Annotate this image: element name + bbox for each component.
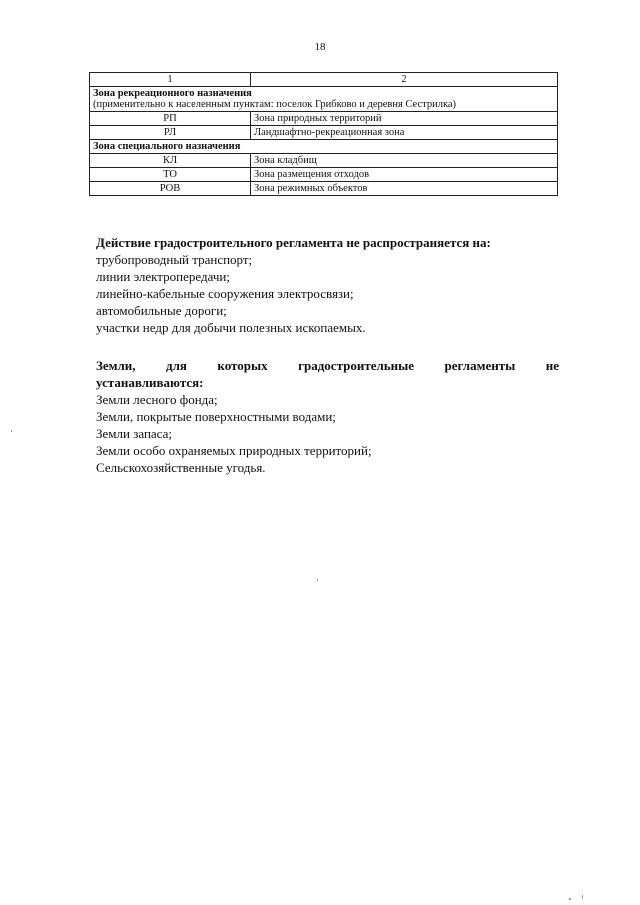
heading-word: Земли, — [96, 358, 136, 373]
heading-word: градостроительные — [298, 358, 415, 373]
list-item: трубопроводный транспорт; — [96, 252, 253, 267]
list-item: Земли, покрытые поверхностными водами; — [96, 409, 336, 424]
zone-name: Зона размещения отходов — [251, 168, 558, 182]
heading-word: не — [545, 358, 559, 373]
zone-code: РП — [90, 112, 251, 126]
list-item: линии электропередачи; — [96, 269, 230, 284]
scan-speck — [317, 579, 318, 581]
section-cell — [90, 87, 558, 112]
heading-word: регламенты — [444, 358, 516, 373]
table-header-row — [90, 73, 558, 87]
list-item: автомобильные дороги; — [96, 303, 227, 318]
section-row — [90, 87, 558, 112]
list-item: Земли лесного фонда; — [96, 392, 218, 407]
section-row — [90, 140, 558, 154]
list-item: Земли особо охраняемых природных территорий; — [96, 443, 372, 458]
zone-code: КЛ — [90, 154, 251, 168]
column-header: 1 — [90, 73, 251, 87]
table-row — [90, 112, 558, 126]
table-row — [90, 168, 558, 182]
list-item: линейно-кабельные сооружения электросвязи; — [96, 286, 354, 301]
scan-speck — [569, 898, 571, 900]
scan-speck — [582, 895, 583, 899]
zones-table — [89, 72, 558, 196]
page-number: 18 — [314, 41, 326, 53]
zone-code: ТО — [90, 168, 251, 182]
regulation-heading: Действие градостроительного регламента не распространяется на: — [96, 235, 491, 250]
scan-speck — [11, 430, 12, 432]
regulation-block — [96, 234, 559, 336]
heading-word: которых — [217, 358, 268, 373]
zone-name: Зона режимных объектов — [251, 182, 558, 196]
section-title: Зона рекреационного назначения — [93, 88, 252, 99]
list-item: участки недр для добычи полезных ископаемых. — [96, 320, 366, 335]
lands-heading — [96, 357, 559, 374]
heading-word: для — [166, 358, 187, 373]
lands-block — [96, 357, 559, 476]
list-item: Земли запаса; — [96, 426, 172, 441]
section-subtitle: (применительно к населенным пунктам: поселок Грибково и деревня Сестрилка) — [93, 99, 457, 110]
zone-name: Ландшафтно-рекреационная зона — [251, 126, 558, 140]
lands-heading-continuation: устанавливаются: — [96, 375, 204, 390]
zone-code: РЛ — [90, 126, 251, 140]
table-row — [90, 154, 558, 168]
column-header: 2 — [251, 73, 558, 87]
table-row — [90, 182, 558, 196]
list-item: Сельскохозяйственные угодья. — [96, 460, 266, 475]
zone-code: РОВ — [90, 182, 251, 196]
zone-name: Зона кладбищ — [251, 154, 558, 168]
section-title: Зона специального назначения — [90, 140, 558, 154]
zone-name: Зона природных территорий — [251, 112, 558, 126]
table-row — [90, 126, 558, 140]
